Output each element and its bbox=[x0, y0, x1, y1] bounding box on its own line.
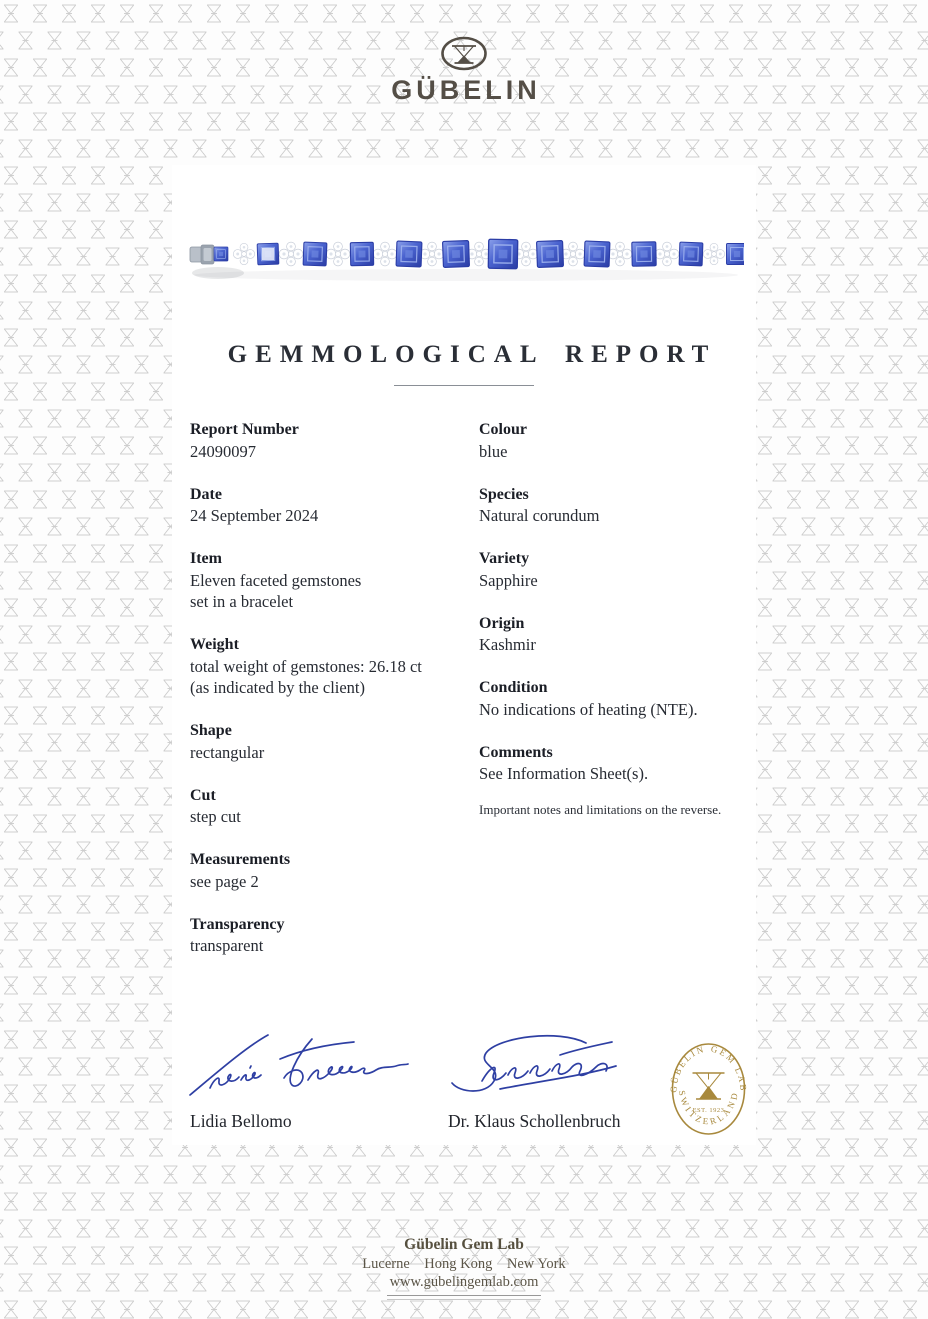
field-label: Report Number bbox=[190, 421, 299, 438]
field-label: Origin bbox=[479, 614, 525, 632]
field-value: rectangular bbox=[190, 742, 265, 762]
field-value: Kashmir bbox=[479, 635, 536, 654]
field-date bbox=[190, 484, 465, 527]
brand-wordmark: GÜBELIN bbox=[391, 75, 541, 105]
field-value: Natural corundum bbox=[479, 506, 600, 525]
footer-divider bbox=[387, 1295, 541, 1300]
signatory-name: Lidia Bellomo bbox=[190, 1111, 292, 1131]
important-note: Important notes and limitations on the reverse. bbox=[479, 802, 722, 817]
field-value: (as indicated by the client) bbox=[190, 678, 366, 697]
field-label: Transparency bbox=[190, 915, 285, 933]
field-origin bbox=[479, 613, 744, 656]
gubelin-logo bbox=[0, 35, 928, 106]
field-report-number bbox=[190, 419, 465, 462]
field-value: No indications of heating (NTE). bbox=[479, 699, 698, 719]
field-value: See Information Sheet(s). bbox=[479, 764, 649, 783]
seal-est-text: EST. 1923 bbox=[692, 1107, 725, 1114]
signatory-name: Dr. Klaus Schollenbruch bbox=[448, 1111, 621, 1131]
field-label: Measurements bbox=[190, 851, 291, 868]
field-colour bbox=[479, 419, 744, 462]
field-transparency bbox=[190, 914, 465, 957]
title-divider bbox=[394, 385, 534, 386]
gubelin-emblem-icon bbox=[440, 35, 488, 72]
field-cut bbox=[190, 785, 465, 828]
field-value: blue bbox=[479, 441, 508, 461]
field-label: Condition bbox=[479, 679, 548, 696]
field-species bbox=[479, 484, 744, 527]
page-title: GEMMOLOGICAL REPORT bbox=[227, 341, 717, 368]
field-label: Comments bbox=[479, 743, 553, 761]
field-value: Sapphire bbox=[479, 570, 538, 590]
field-value: step cut bbox=[190, 807, 241, 826]
field-label: Variety bbox=[479, 550, 530, 567]
field-value: see page 2 bbox=[190, 871, 259, 891]
field-label: Shape bbox=[190, 722, 232, 739]
svg-text:GÜBELIN GEM LAB bbox=[668, 1044, 748, 1093]
field-value: set in a bracelet bbox=[190, 592, 294, 611]
field-value: transparent bbox=[190, 936, 264, 955]
fields-left-column bbox=[190, 419, 465, 978]
field-condition bbox=[479, 677, 744, 720]
report-panel bbox=[172, 165, 756, 1145]
signature-klaus-schollenbruch-image bbox=[442, 1029, 628, 1105]
field-weight bbox=[190, 634, 465, 699]
field-label: Species bbox=[479, 485, 529, 503]
field-value: total weight of gemstones: 26.18 ct bbox=[190, 656, 422, 676]
seal-arc-bottom-text: SWITZERLAND bbox=[676, 1089, 741, 1127]
footer bbox=[254, 1236, 674, 1300]
field-item bbox=[190, 548, 465, 613]
seal-arc-top-text: GÜBELIN GEM LAB bbox=[668, 1043, 749, 1094]
gubelin-seal-icon bbox=[660, 1033, 757, 1145]
field-comments bbox=[479, 742, 744, 785]
field-value: 24090097 bbox=[190, 441, 256, 461]
footer-locations: Lucerne Hong Kong New York bbox=[362, 1255, 566, 1272]
bracelet-photo bbox=[188, 223, 744, 289]
field-variety bbox=[479, 548, 744, 591]
field-label: Weight bbox=[190, 636, 239, 653]
field-label: Item bbox=[190, 550, 222, 567]
field-value: Eleven faceted gemstones bbox=[190, 570, 362, 590]
field-shape bbox=[190, 720, 465, 763]
fields-right-column bbox=[479, 419, 744, 818]
field-label: Colour bbox=[479, 421, 527, 438]
footer-website: www.gubelingemlab.com bbox=[389, 1274, 539, 1290]
field-label: Cut bbox=[190, 786, 216, 804]
field-label: Date bbox=[190, 485, 222, 503]
signature-lidia-bellomo-image bbox=[184, 1031, 416, 1105]
field-measurements bbox=[190, 849, 465, 892]
field-value: 24 September 2024 bbox=[190, 506, 319, 525]
footer-company: Gübelin Gem Lab bbox=[404, 1236, 524, 1253]
